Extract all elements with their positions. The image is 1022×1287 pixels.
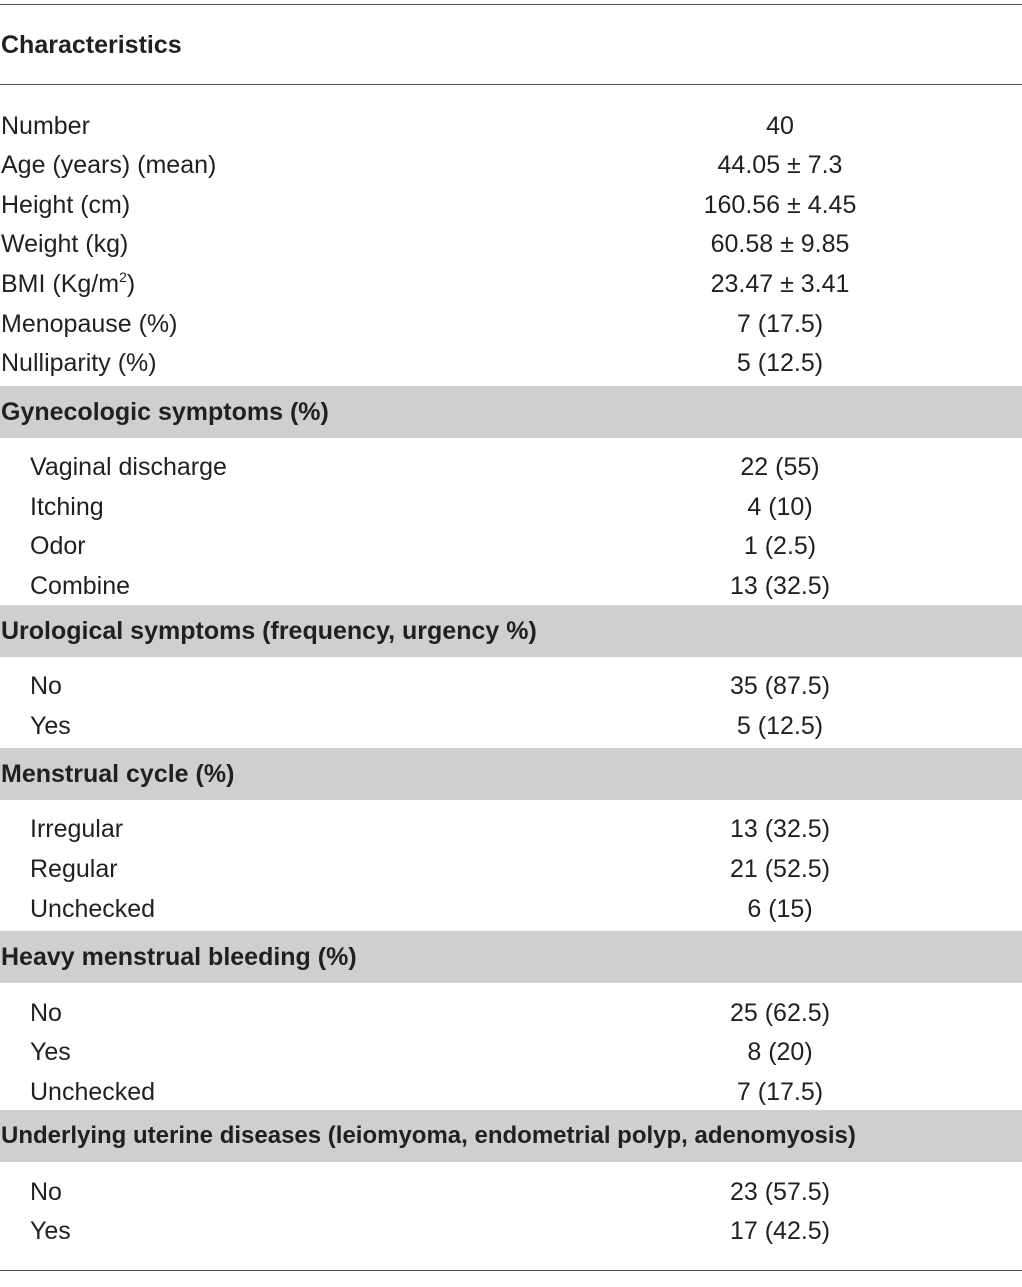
row-value: 13 (32.5) xyxy=(729,572,831,600)
row-value: 5 (12.5) xyxy=(736,712,824,740)
row-value: 17 (42.5) xyxy=(729,1217,831,1245)
row-label: Regular xyxy=(30,855,118,883)
row-label: Unchecked xyxy=(30,1078,156,1106)
row-value: 40 xyxy=(766,112,794,140)
section-header xyxy=(0,931,1022,983)
row-value: 25 (62.5) xyxy=(729,999,831,1027)
row-label: Height (cm) xyxy=(1,191,131,219)
section-title: Gynecologic symptoms (%) xyxy=(1,398,329,426)
row-label: Itching xyxy=(30,493,104,521)
section-title: Urological symptoms (frequency, urgency %) xyxy=(1,617,537,645)
table-row xyxy=(0,526,1022,566)
table-row xyxy=(0,447,1022,487)
table-row xyxy=(0,809,1022,849)
row-value: 60.58 ± 9.85 xyxy=(710,230,850,258)
row-label: Irregular xyxy=(30,815,124,843)
table-row xyxy=(0,343,1022,383)
row-label: Odor xyxy=(30,532,86,560)
row-label: Age (years) (mean) xyxy=(1,151,217,179)
section-header xyxy=(0,748,1022,800)
row-value: 8 (20) xyxy=(747,1038,813,1066)
row-label: Nulliparity (%) xyxy=(1,349,157,377)
table-row xyxy=(0,889,1022,929)
table-row xyxy=(0,666,1022,706)
row-label: Yes xyxy=(30,1038,71,1066)
row-value: 160.56 ± 4.45 xyxy=(703,191,857,219)
table-row xyxy=(0,1211,1022,1251)
row-value: 5 (12.5) xyxy=(736,349,824,377)
table-row xyxy=(0,849,1022,889)
row-value: 22 (55) xyxy=(740,453,820,481)
table-row xyxy=(0,1072,1022,1112)
table-row xyxy=(0,1032,1022,1072)
table-row xyxy=(0,304,1022,344)
row-value: 1 (2.5) xyxy=(743,532,817,560)
row-label: Unchecked xyxy=(30,895,156,923)
row-label: No xyxy=(30,999,62,1027)
top-rule xyxy=(0,4,1022,5)
table-row xyxy=(0,145,1022,185)
table-row xyxy=(0,706,1022,746)
row-value: 6 (15) xyxy=(747,895,813,923)
row-label: Yes xyxy=(30,1217,71,1245)
row-value: 7 (17.5) xyxy=(736,1078,824,1106)
row-label: Combine xyxy=(30,572,131,600)
table-header-title: Characteristics xyxy=(1,31,182,59)
bmi-label-superscript: 2 xyxy=(119,269,127,285)
row-value: 13 (32.5) xyxy=(729,815,831,843)
table-row xyxy=(0,566,1022,606)
row-value: 7 (17.5) xyxy=(736,310,824,338)
row-label-bmi xyxy=(1,264,135,304)
row-label: Weight (kg) xyxy=(1,230,129,258)
bmi-label-main: BMI (Kg/m xyxy=(1,270,120,298)
section-header xyxy=(0,386,1022,438)
bmi-label-end: ) xyxy=(126,270,136,298)
row-value: 23 (57.5) xyxy=(729,1178,831,1206)
row-label: Yes xyxy=(30,712,71,740)
row-value: 4 (10) xyxy=(747,493,813,521)
table-row xyxy=(0,106,1022,146)
table-row xyxy=(0,185,1022,225)
row-value: 35 (87.5) xyxy=(729,672,831,700)
row-label: Vaginal discharge xyxy=(30,453,227,481)
row-label: No xyxy=(30,672,62,700)
row-value: 21 (52.5) xyxy=(729,855,831,883)
table-row xyxy=(0,264,1022,304)
row-label: No xyxy=(30,1178,62,1206)
section-title: Heavy menstrual bleeding (%) xyxy=(1,943,357,971)
table-row xyxy=(0,224,1022,264)
row-label: Menopause (%) xyxy=(1,310,178,338)
row-value: 23.47 ± 3.41 xyxy=(710,270,850,298)
section-header xyxy=(0,605,1022,657)
table-row xyxy=(0,1172,1022,1212)
section-header xyxy=(0,1110,1022,1162)
section-title: Menstrual cycle (%) xyxy=(1,760,235,788)
table-row xyxy=(0,487,1022,527)
section-title: Underlying uterine diseases (leiomyoma, endometrial polyp, adenomyosis) xyxy=(1,1122,856,1149)
row-label: Number xyxy=(1,112,90,140)
bottom-rule xyxy=(0,1270,1022,1271)
row-value: 44.05 ± 7.3 xyxy=(717,151,843,179)
table-row xyxy=(0,993,1022,1033)
header-rule xyxy=(0,84,1022,85)
